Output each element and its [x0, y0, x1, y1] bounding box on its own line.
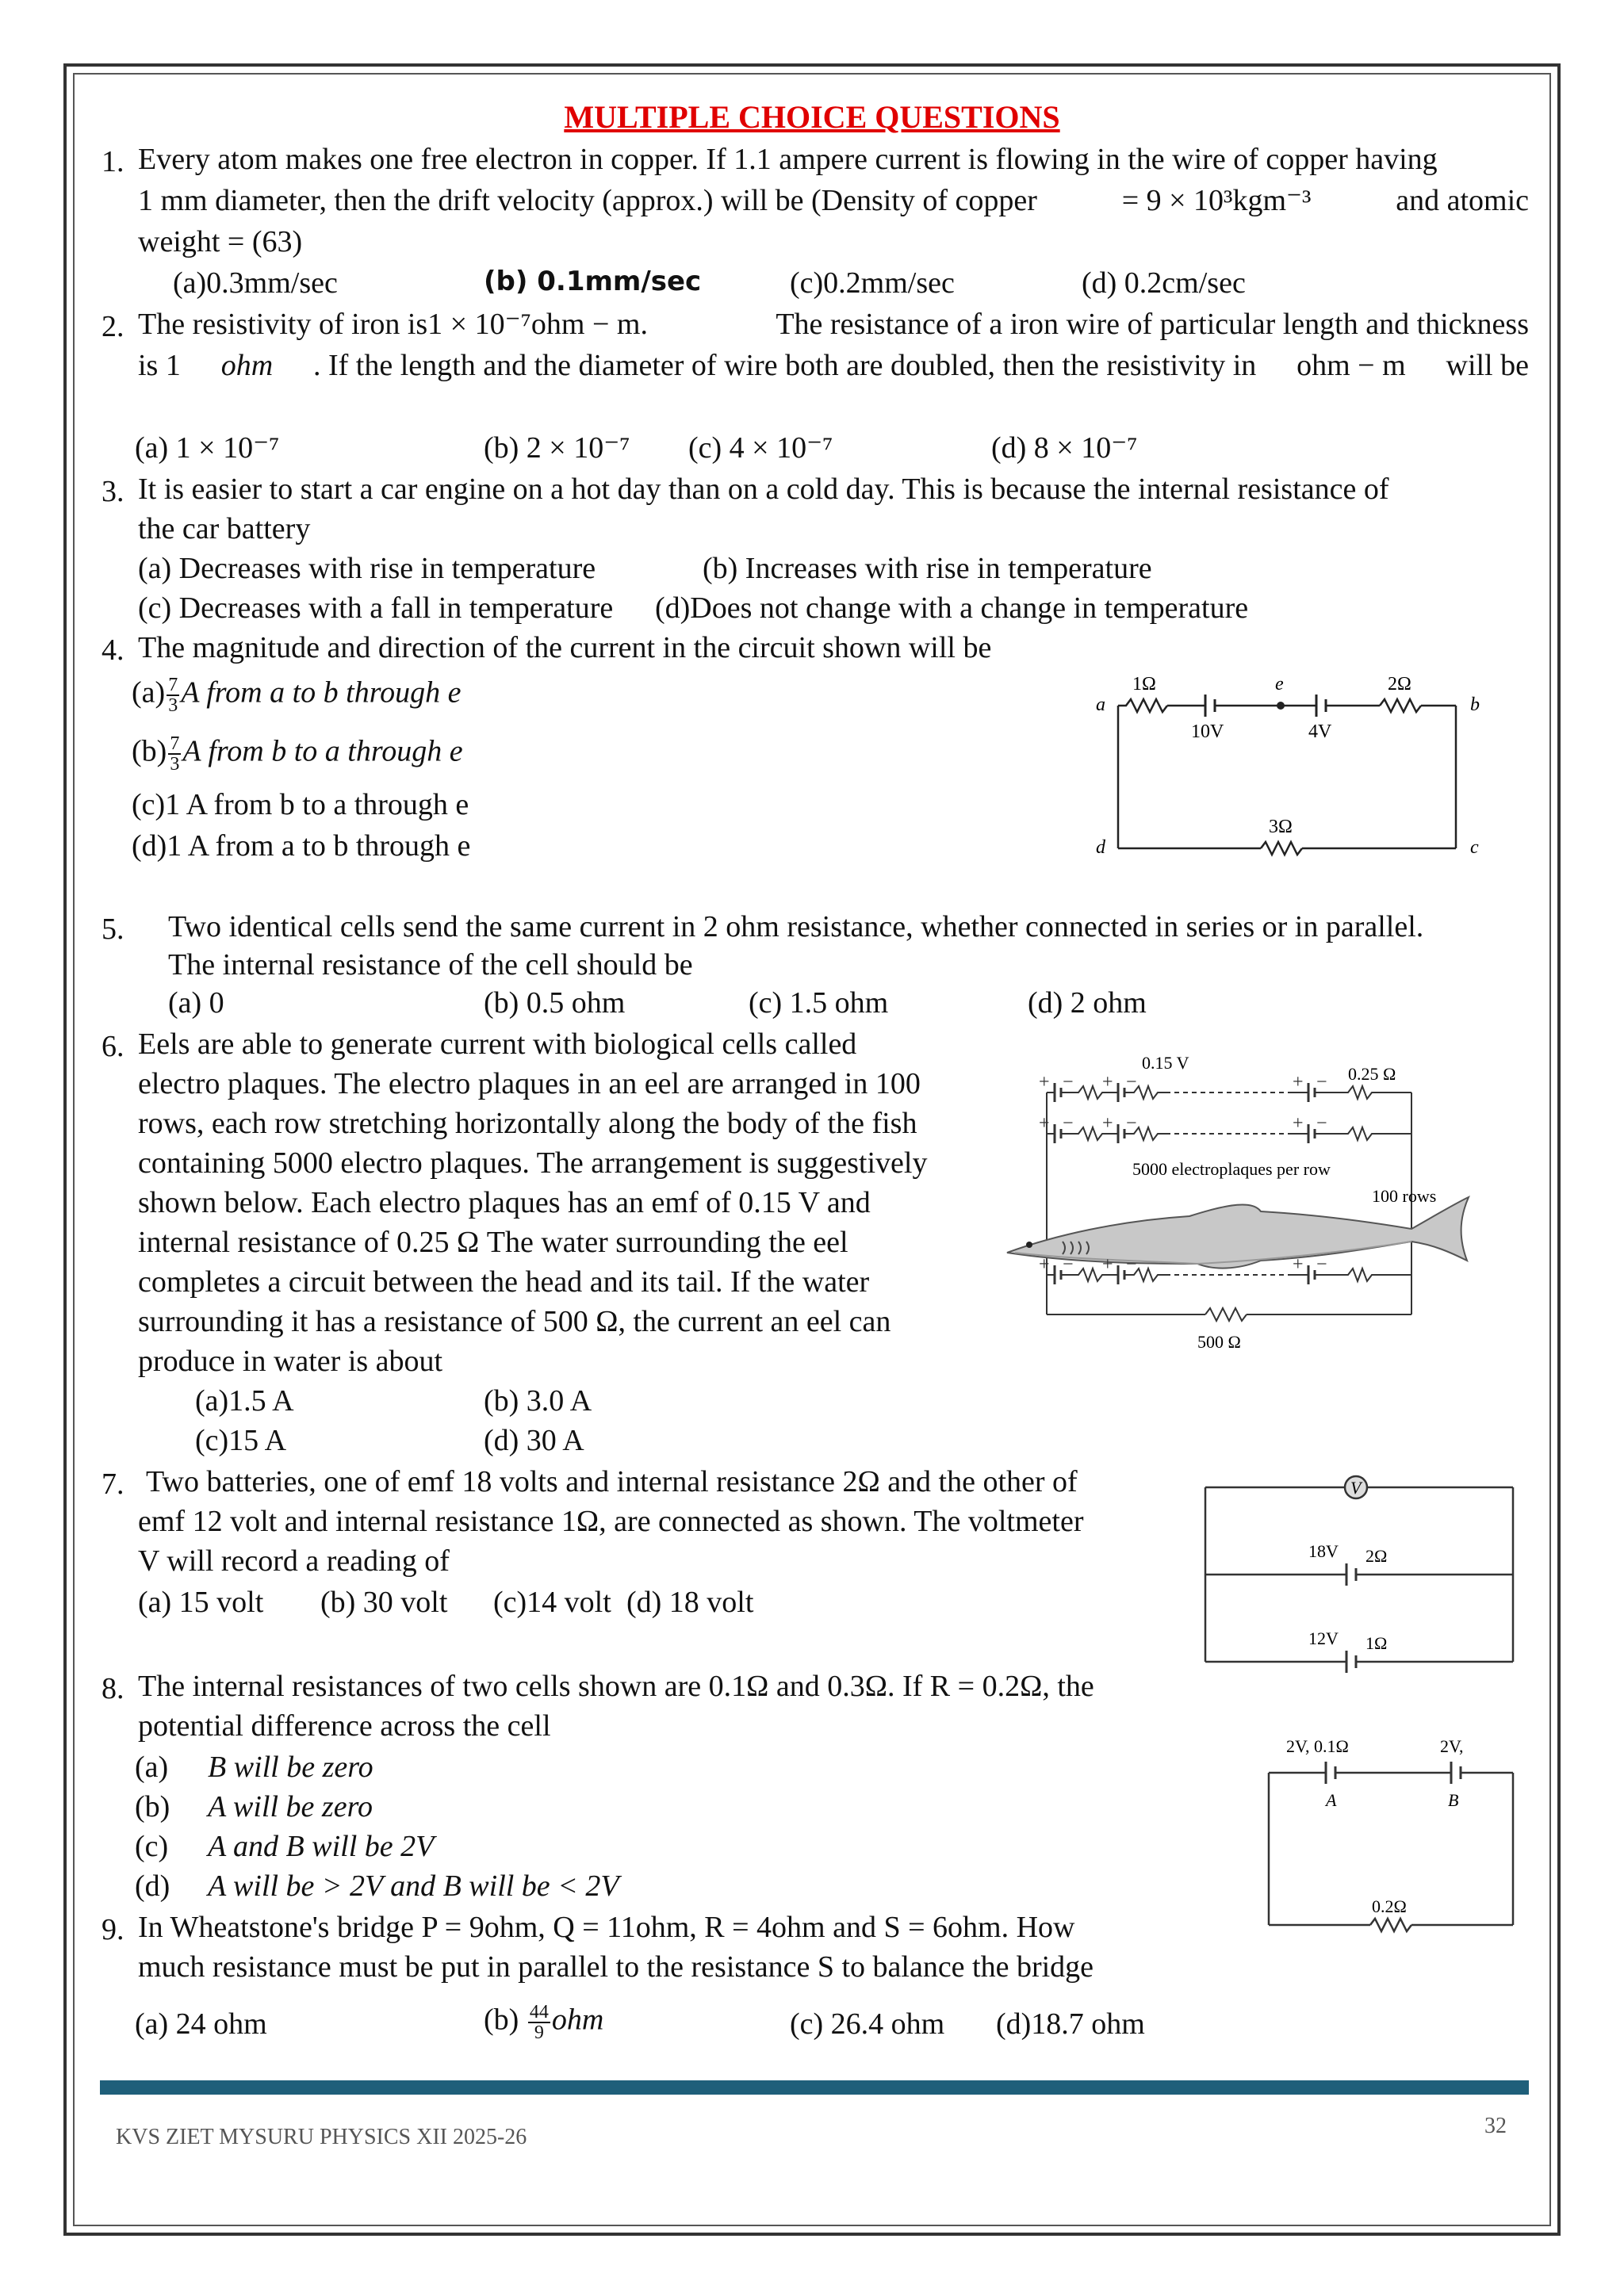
q5-option-b: (b) 0.5 ohm — [484, 986, 626, 1020]
svg-text:−: − — [1316, 1113, 1327, 1134]
q3-option-b: (b) Increases with rise in temperature — [703, 552, 1152, 585]
q2-option-b: (b) 2 × 10⁻⁷ — [484, 431, 630, 465]
q6-line4-text: containing 5000 electro plaques. The arrangement is suggestively — [138, 1146, 928, 1180]
q4-label-r3: 3Ω — [1269, 817, 1293, 837]
q6-option-b: (b) 3.0 A — [484, 1384, 592, 1418]
q4-b-label: (b) — [132, 734, 167, 768]
q4-a-denominator: 3 — [168, 695, 178, 716]
q4-label-v2: 4V — [1308, 721, 1332, 742]
q6-line6-text: internal resistance of 0.25 Ω The water surrounding the eel — [138, 1226, 848, 1259]
q7-line3: V will record a reading of — [138, 1544, 450, 1578]
q8-label-A: A — [1326, 1790, 1337, 1810]
q6-line8 — [138, 1307, 983, 1337]
q8-label-cellB: 2V, — [1440, 1736, 1464, 1756]
q2-line2 — [138, 350, 1529, 381]
svg-text:−: − — [1316, 1072, 1327, 1093]
q1-line2 — [138, 186, 1529, 216]
q3-line1-text: It is easier to start a car engine on a hot day than on a cold day. This is because the internal resistance of — [138, 473, 1389, 506]
q1-line3: weight = (63) — [138, 225, 303, 258]
svg-text:+: + — [1293, 1254, 1304, 1275]
q7-circuit-diagram — [1189, 1464, 1522, 1686]
q6-line3 — [138, 1108, 983, 1138]
q1-option-d: (d) 0.2cm/sec — [1082, 266, 1246, 300]
q4-option-d: (d)1 A from a to b through e — [132, 829, 471, 863]
q4-label-a: a — [1096, 695, 1105, 715]
q8-line2: potential difference across the cell — [138, 1709, 551, 1743]
q4-circuit-diagram — [1078, 666, 1491, 864]
q2-line2-e: will be — [1446, 349, 1529, 382]
q4-b-denominator: 3 — [170, 754, 180, 775]
eel-eye — [1026, 1242, 1032, 1248]
q7-label-r1: 2Ω — [1365, 1546, 1388, 1566]
q9-b-fraction — [528, 2003, 550, 2042]
q3-line1 — [138, 474, 1529, 504]
q7-option-a: (a) 15 volt — [138, 1586, 264, 1619]
q4-a-text: A from a to b through e — [181, 675, 462, 710]
q6-option-a: (a)1.5 A — [195, 1384, 294, 1418]
q7-line2 — [138, 1506, 1182, 1536]
svg-text:−: − — [1063, 1113, 1074, 1134]
footer-bar — [100, 2080, 1529, 2095]
q2-line2-d: ohm − m — [1297, 349, 1406, 382]
svg-text:+: + — [1039, 1072, 1050, 1093]
q4-label-c: c — [1470, 837, 1479, 858]
svg-text:+: + — [1102, 1072, 1113, 1093]
page-number: 32 — [1484, 2114, 1507, 2138]
q8-option-c-label: (c) — [135, 1830, 169, 1863]
q4-option-a — [132, 675, 461, 715]
q6-option-c: (c)15 A — [195, 1424, 287, 1457]
q9-number: 9. — [102, 1913, 124, 1946]
q5-line2: The internal resistance of the cell should be — [168, 948, 693, 982]
svg-text:+: + — [1293, 1113, 1304, 1134]
q9-b-unit: ohm — [551, 2003, 604, 2037]
svg-text:−: − — [1126, 1254, 1137, 1275]
svg-text:+: + — [1039, 1254, 1050, 1275]
svg-text:−: − — [1126, 1072, 1137, 1093]
q5-line1 — [168, 912, 1529, 942]
q6-line8-text: surrounding it has a resistance of 500 Ω, the current an eel can — [138, 1305, 891, 1338]
row1 — [1047, 1083, 1411, 1102]
q1-line1-text: Every atom makes one free electron in copper. If 1.1 ampere current is flowing in the wire of copper having — [138, 143, 1438, 176]
q6-line2-text: electro plaques. The electro plaques in an eel are arranged in 100 — [138, 1067, 921, 1100]
q1-option-c: (c)0.2mm/sec — [790, 266, 955, 300]
q4-label-r1: 1Ω — [1132, 674, 1156, 695]
q3-option-c: (c) Decreases with a fall in temperature — [138, 591, 614, 625]
q3-line2: the car battery — [138, 512, 311, 545]
q7-number: 7. — [102, 1468, 124, 1501]
q8-number: 8. — [102, 1672, 124, 1705]
q6-line1-text: Eels are able to generate current with biological cells called — [138, 1027, 857, 1061]
q6-water-resistance-label: 500 Ω — [1197, 1332, 1241, 1352]
q9-option-a: (a) 24 ohm — [135, 2007, 267, 2041]
q4-line1: The magnitude and direction of the current in the circuit shown will be — [138, 631, 992, 664]
q9-b-label: (b) — [484, 2003, 519, 2037]
q5-line1-text: Two identical cells send the same current in 2 ohm resistance, whether connected in series or in parallel. — [168, 910, 1424, 943]
q9-line2: much resistance must be put in parallel to the resistance S to balance the bridge — [138, 1950, 1094, 1984]
q9-b-denominator: 9 — [534, 2022, 544, 2043]
q1-line2-b: = 9 × 10³kgm⁻³ — [1121, 184, 1312, 217]
svg-text:+: + — [1039, 1113, 1050, 1134]
row2 — [1047, 1124, 1411, 1143]
q8-option-d-label: (d) — [135, 1869, 170, 1903]
q6-emf-label: 0.15 V — [1142, 1053, 1189, 1073]
q5-number: 5. — [102, 913, 124, 946]
q7-meter-label: V — [1350, 1478, 1362, 1498]
q7-option-c: (c)14 volt — [493, 1586, 611, 1619]
q4-a-fraction — [167, 675, 179, 715]
q2-line2-a: is 1 — [138, 349, 181, 382]
q6-per-row-label: 5000 electroplaques per row — [1132, 1159, 1331, 1179]
q8-option-c: A and B will be 2V — [208, 1830, 435, 1863]
q4-b-fraction — [168, 734, 181, 774]
q4-label-b: b — [1470, 695, 1480, 715]
q6-line6 — [138, 1227, 983, 1257]
q2-option-d: (d) 8 × 10⁻⁷ — [991, 431, 1138, 465]
q4-label-e: e — [1275, 674, 1284, 695]
svg-text:−: − — [1063, 1072, 1074, 1093]
q8-option-b-label: (b) — [135, 1790, 170, 1823]
q2-option-a: (a) 1 × 10⁻⁷ — [135, 431, 280, 465]
q4-a-label: (a) — [132, 675, 166, 710]
q4-label-d: d — [1096, 837, 1105, 858]
q6-rows-label: 100 rows — [1372, 1186, 1437, 1206]
q8-option-d: A will be > 2V and B will be < 2V — [208, 1869, 619, 1903]
q7-line2-text: emf 12 volt and internal resistance 1Ω, are connected as shown. The voltmeter — [138, 1505, 1084, 1538]
q3-number: 3. — [102, 475, 124, 508]
q7-label-r2: 1Ω — [1365, 1633, 1388, 1653]
svg-text:−: − — [1316, 1254, 1327, 1275]
q1-number: 1. — [102, 145, 124, 178]
q9-option-d: (d)18.7 ohm — [996, 2007, 1145, 2041]
q8-option-a-label: (a) — [135, 1751, 169, 1784]
q9-line1 — [138, 1912, 1243, 1942]
q1-line2-a: 1 mm diameter, then the drift velocity (approx.) will be (Density of copper — [138, 184, 1037, 217]
q2-line2-b: ohm — [220, 349, 274, 382]
q8-option-a: B will be zero — [208, 1751, 373, 1784]
q9-option-c: (c) 26.4 ohm — [790, 2007, 945, 2041]
q7-label-v1: 18V — [1308, 1541, 1339, 1561]
q1-line2-c: and atomic — [1396, 184, 1529, 217]
q4-node-e-dot — [1277, 702, 1285, 710]
q2-line2-c: . If the length and the diameter of wire both are doubled, then the resistivity in — [313, 349, 1257, 382]
q2-option-c: (c) 4 × 10⁻⁷ — [688, 431, 833, 465]
q6-option-d: (d) 30 A — [484, 1424, 584, 1457]
q8-line1: The internal resistances of two cells shown are 0.1Ω and 0.3Ω. If R = 0.2Ω, the — [138, 1670, 1094, 1703]
q3-option-a: (a) Decreases with rise in temperature — [138, 552, 596, 585]
q7-line1-text: Two batteries, one of emf 18 volts and internal resistance 2Ω and the other of — [146, 1465, 1078, 1498]
q6-line5 — [138, 1188, 983, 1218]
q4-option-b — [132, 734, 463, 774]
q5-option-c: (c) 1.5 ohm — [749, 986, 889, 1020]
q2-line1-a: The resistivity of iron is1 × 10⁻⁷ohm − m. — [138, 308, 648, 341]
q2-number: 2. — [102, 310, 124, 343]
q1-line1 — [138, 144, 1529, 174]
svg-text:−: − — [1126, 1113, 1137, 1134]
q9-option-b — [484, 2003, 603, 2042]
q4-label-r2: 2Ω — [1388, 674, 1411, 695]
q9-line1-text: In Wheatstone's bridge P = 9ohm, Q = 11ohm, R = 4ohm and S = 6ohm. How — [138, 1911, 1075, 1944]
q4-label-v1: 10V — [1191, 721, 1224, 742]
q6-line4 — [138, 1148, 983, 1178]
q8-option-b: A will be zero — [208, 1790, 373, 1823]
q7-option-b: (b) 30 volt — [320, 1586, 448, 1619]
svg-text:+: + — [1293, 1072, 1304, 1093]
q9-b-numerator: 44 — [529, 2002, 549, 2022]
q8-label-B: B — [1448, 1790, 1459, 1810]
q1-option-a: (a)0.3mm/sec — [173, 266, 338, 300]
q8-circuit-diagram — [1253, 1728, 1522, 1934]
q4-b-numerator: 7 — [170, 733, 180, 754]
q6-line2 — [138, 1069, 983, 1099]
q2-line1-b: The resistance of a iron wire of particular length and thickness — [776, 308, 1529, 341]
q6-number: 6. — [102, 1030, 124, 1063]
svg-text:+: + — [1102, 1113, 1113, 1134]
q6-line3-text: rows, each row stretching horizontally along the body of the fish — [138, 1107, 917, 1140]
q4-b-text: A from b to a through e — [182, 734, 463, 768]
q7-label-v2: 12V — [1308, 1628, 1339, 1648]
page-title: MULTIPLE CHOICE QUESTIONS — [564, 99, 1060, 135]
q7-option-d: (d) 18 volt — [626, 1586, 754, 1619]
q5-option-d: (d) 2 ohm — [1028, 986, 1147, 1020]
svg-text:−: − — [1063, 1254, 1074, 1275]
footer-text: KVS ZIET MYSURU PHYSICS XII 2025-26 — [116, 2125, 527, 2149]
q3-option-d: (d)Does not change with a change in temperature — [655, 591, 1249, 625]
q6-line1 — [138, 1029, 983, 1059]
q6-line7-text: completes a circuit between the head and its tail. If the water — [138, 1265, 870, 1299]
q4-number: 4. — [102, 633, 124, 667]
q6-eel-diagram — [999, 1045, 1491, 1402]
q4-a-numerator: 7 — [168, 675, 178, 695]
q4-option-c: (c)1 A from b to a through e — [132, 788, 469, 821]
q6-line9: produce in water is about — [138, 1345, 443, 1378]
q2-line1 — [138, 309, 1529, 339]
q6-rint-label: 0.25 Ω — [1348, 1064, 1396, 1084]
q8-label-R: 0.2Ω — [1372, 1896, 1407, 1916]
q7-line1 — [146, 1467, 1182, 1497]
q6-line7 — [138, 1267, 983, 1297]
q6-line5-text: shown below. Each electro plaques has an emf of 0.15 V and — [138, 1186, 871, 1219]
q1-option-b: (b) 0.1mm/sec — [484, 266, 702, 297]
svg-text:+: + — [1102, 1254, 1113, 1275]
q5-option-a: (a) 0 — [168, 986, 224, 1020]
q8-label-cellA: 2V, 0.1Ω — [1286, 1736, 1349, 1756]
